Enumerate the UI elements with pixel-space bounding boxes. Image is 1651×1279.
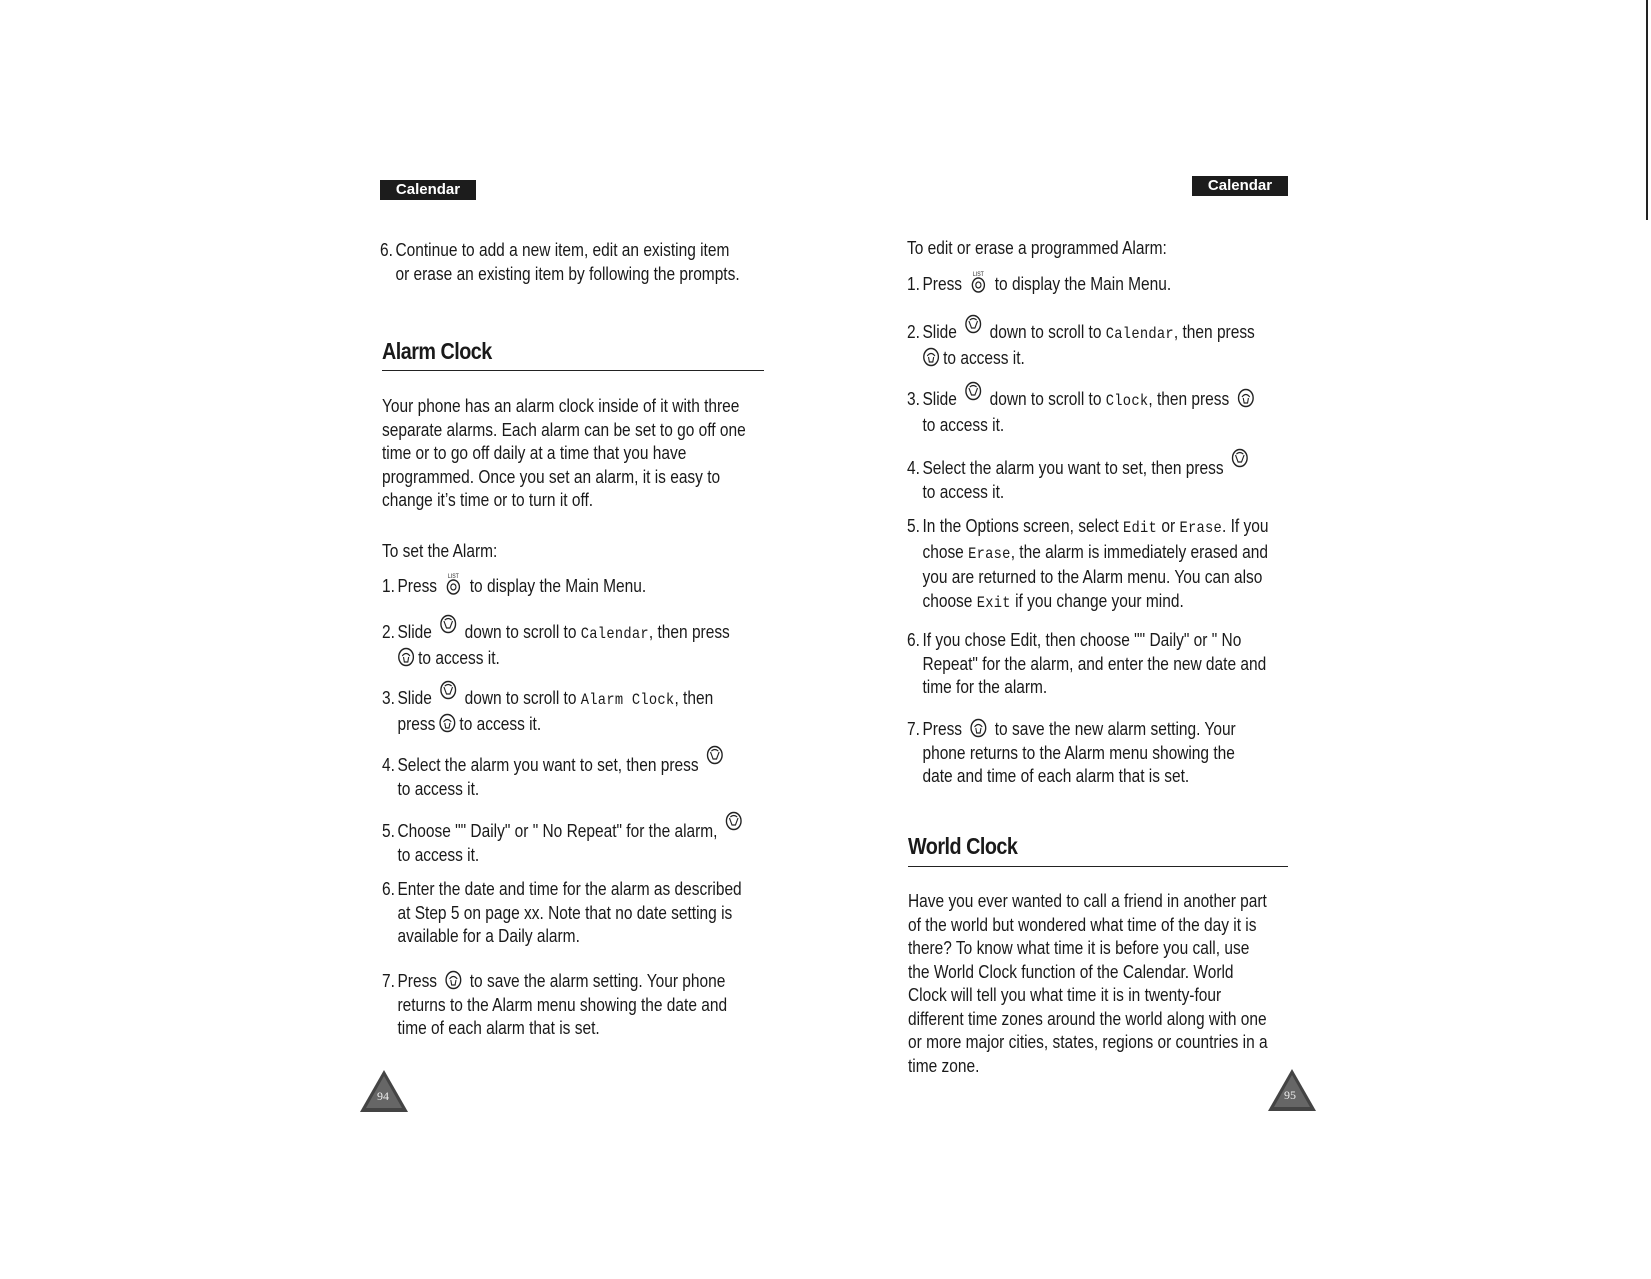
heading-world-clock: World Clock bbox=[908, 833, 1018, 859]
page-number: 95 bbox=[1284, 1088, 1296, 1102]
edit-step-3: 3. Slide down to scroll to Clock, then press to access it. bbox=[907, 381, 1258, 437]
section-tab-calendar: Calendar bbox=[380, 180, 476, 200]
set-alarm-title: To set the Alarm: bbox=[382, 541, 498, 561]
nav-key-down-icon bbox=[706, 745, 723, 765]
edit-step-2: 2. Slide down to scroll to Calendar, then press to access it. bbox=[907, 314, 1255, 370]
nav-key-down-icon bbox=[965, 314, 982, 334]
nav-key-icon bbox=[397, 647, 414, 667]
edit-step-5: 5. In the Options screen, select Edit or Erase. If you chose Erase, the alarm is immediately erased and you are returned to the Alarm menu. You can also choose Exit if you change your mind. bbox=[907, 516, 1269, 612]
edit-step-7: 7. Press to save the new alarm setting. Your phone returns to the Alarm menu showing the date and time of each alarm that is set. bbox=[907, 719, 1236, 786]
page-edge-mark bbox=[1646, 0, 1648, 220]
set-step-6: 6. Enter the date and time for the alarm as described at Step 5 on page xx. Note that no date setting is available for a Daily alarm. bbox=[382, 879, 742, 946]
list-key-icon bbox=[970, 270, 987, 294]
set-step-3: 3. Slide down to scroll to Alarm Clock, then press to access it. bbox=[382, 680, 713, 736]
edit-step-1: 1. Press to display the Main Menu. bbox=[907, 270, 1171, 297]
edit-alarm-title: To edit or erase a programmed Alarm: bbox=[907, 238, 1167, 258]
nav-key-icon bbox=[439, 713, 456, 733]
nav-key-icon bbox=[970, 718, 987, 738]
heading-rule bbox=[908, 866, 1288, 867]
nav-key-down-icon bbox=[440, 614, 457, 634]
list-key-icon bbox=[445, 572, 462, 596]
set-step-2: 2. Slide down to scroll to Calendar, then press to access it. bbox=[382, 614, 730, 670]
set-step-4: 4. Select the alarm you want to set, then press to access it. bbox=[382, 745, 727, 801]
section-tab-calendar: Calendar bbox=[1192, 176, 1288, 196]
nav-key-down-icon bbox=[965, 381, 982, 401]
world-clock-paragraph: Have you ever wanted to call a friend in another part of the world but wondered what time of the day it is there? To know what time it is before you call, use the World Clock function of the Calendar. World Clock will tell you what time it is in twenty-four different time zones around the world along with one or more major cities, states, regions or countries in a time zone. bbox=[908, 891, 1268, 1076]
page-number: 94 bbox=[377, 1089, 389, 1103]
heading-rule bbox=[382, 370, 764, 371]
nav-key-down-icon bbox=[1231, 448, 1248, 468]
nav-key-down-icon bbox=[725, 811, 742, 831]
nav-key-icon bbox=[922, 347, 939, 367]
nav-key-icon bbox=[1237, 388, 1254, 408]
edit-step-4: 4. Select the alarm you want to set, then press to access it. bbox=[907, 448, 1252, 504]
set-step-1: 1. Press to display the Main Menu. bbox=[382, 572, 646, 599]
nav-key-icon bbox=[445, 970, 462, 990]
alarm-intro-paragraph: Your phone has an alarm clock inside of it with three separate alarms. Each alarm can be set to go off one time or to go off daily at a time that you have programmed. Once you set an alarm, it is easy to change it’s time or to turn it off. bbox=[382, 396, 746, 510]
heading-alarm-clock: Alarm Clock bbox=[382, 338, 492, 364]
edit-step-6: 6. If you chose Edit, then choose "" Daily" or " No Repeat" for the alarm, and enter the new date and time for the alarm. bbox=[907, 630, 1267, 697]
nav-key-down-icon bbox=[440, 680, 457, 700]
step-6-continue: 6. Continue to add a new item, edit an existing item or erase an existing item by following the prompts. bbox=[380, 240, 740, 284]
set-step-7: 7. Press to save the alarm setting. Your phone returns to the Alarm menu showing the date and time of each alarm that is set. bbox=[382, 971, 728, 1038]
set-step-5: 5. Choose "" Daily" or " No Repeat" for the alarm, to access it. bbox=[382, 811, 746, 867]
